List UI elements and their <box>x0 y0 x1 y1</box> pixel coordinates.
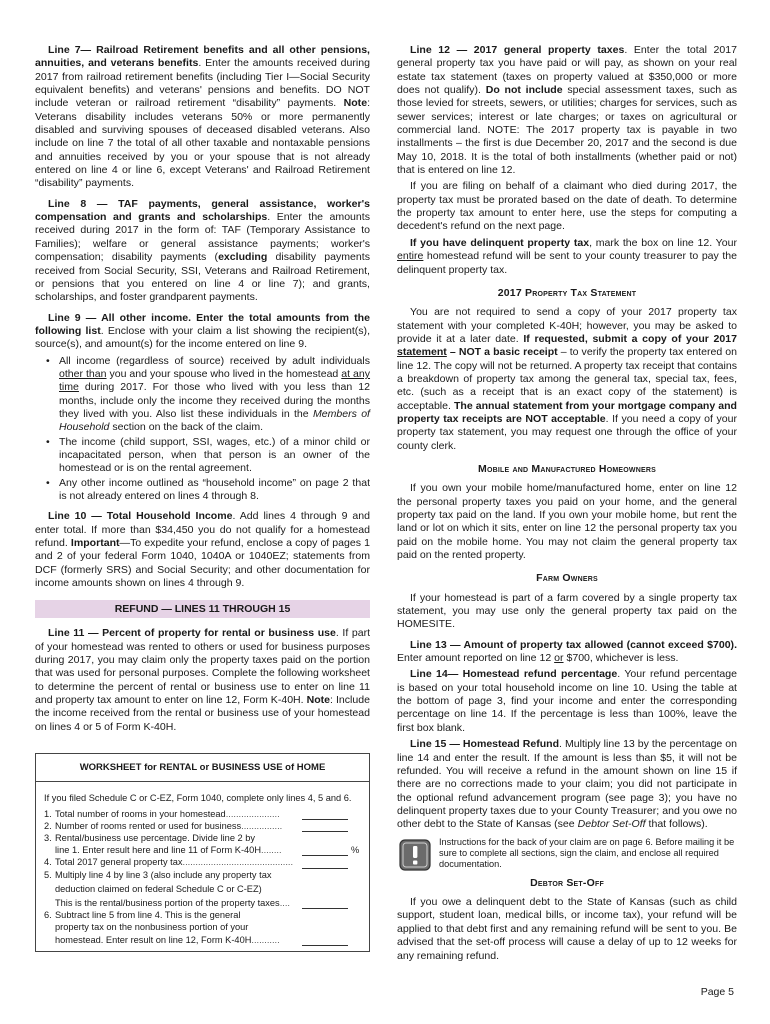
dot-leader: .... <box>279 897 290 908</box>
worksheet-line-number: 1. <box>44 808 52 819</box>
worksheet-line-text: line 1. Enter result here and line 11 of Form K-40H <box>55 845 262 856</box>
line13-paragraph: Line 13 — Amount of property tax allowed (cannot exceed $700). Enter amount reported on line 12 or $700, whichever is less. <box>397 638 737 665</box>
answer-blank[interactable] <box>302 899 348 909</box>
worksheet-row <box>36 832 369 844</box>
mailing-note-text: Instructions for the back of your claim are on page 6. Before mailing it be sure to complete all sections, sign the claim, and enclose all required documentation. <box>439 836 735 870</box>
worksheet-row <box>36 820 369 832</box>
worksheet-row <box>36 934 369 946</box>
worksheet-row <box>36 869 369 881</box>
line15-paragraph: Line 15 — Homestead Refund. Multiply line 13 by the percentage on line 14 and enter the result. If the amount is less than $5, it will not be refunded. You will receive a refund in the amount shown on line 15 if there are no corrections made to your claim; you did not participate in the optional refund advancement program (see page 3); you have no delinquent property taxes due to your County Treasurer; and you owe no other debt to the State of Kansas (see Debtor Set-Off that follows). <box>397 738 738 831</box>
exclamation-icon <box>399 839 431 871</box>
worksheet-line-text: homestead. Enter result on line 12, Form K-40H <box>55 934 252 945</box>
line8-paragraph: Line 8 — TAF payments, general assistance, worker's compensation and grants and scholarships. Enter the amounts received during 2017 in the form of: TAF (Temporary Assistance to Families); welfare or general assistance payments; worker's compensation; disability payments (excluding disability payments received from Social Security, SSI, Veterans and Railroad Retirement, or pensions that you entered on line 4 or line 7); and grants, scholarships, and foster grandparent payments. <box>35 197 370 304</box>
answer-blank[interactable] <box>302 846 348 856</box>
line11-paragraph: Line 11 — Percent of property for rental or business use. If part of your homestead was rented to others or used for business purposes during 2017, you may claim only the property taxes paid on the portion that was used for personal purposes. Complete the following worksheet to determine the percent of rental or business use to enter on line 11 and property tax amount to enter on line 12, Form K-40H. Note: Include the income received from the rental or business use of your homestead on lines 4 or 5 of Form K-40H. <box>35 627 371 733</box>
worksheet-line-text: property tax on the nonbusiness portion of your <box>55 922 249 933</box>
list-item: • The income (child support, SSI, wages, etc.) of a minor child or incapacitated person, when that person is an owner of the homestead or is on the rental agreement. <box>35 436 370 476</box>
dot-leader: ................ <box>241 820 283 831</box>
refund-section-header: REFUND — LINES 11 THROUGH 15 <box>35 600 370 618</box>
worksheet-line-text: Total number of rooms in your homestead <box>55 808 226 819</box>
worksheet-line-text: Total 2017 general property tax <box>55 857 183 868</box>
line12-paragraph: Line 12 — 2017 general property taxes. Enter the total 2017 general property tax you have paid or will pay, as shown on your real estate tax statement (taxes on property valued at $350,000 or more does not qualify). Do not include special assessment taxes, such as those levied for streets, sewers, or utilities; charges for services, such as sewer services; interest or late charges; or taxes on agricultural or commercial land. NOTE: The 2017 property tax is payable in two installments – the first is due December 20, 2017 and the second is due May 10, 2018. It is the total of both installments (whether paid or not) that is entered on line 12. <box>397 44 737 177</box>
worksheet-line-number: 6. <box>44 910 52 921</box>
line9-title: Line 9 — All other income. Enter the total amounts from the following list <box>35 311 370 337</box>
dot-leader: ..................... <box>225 808 280 819</box>
answer-blank[interactable] <box>302 810 348 820</box>
answer-blank[interactable] <box>302 822 348 832</box>
worksheet-line-text: Multiply line 4 by line 3 (also include any property tax <box>55 869 272 880</box>
line8-title: Line 8 — TAF payments, general assistance, worker's compensation and grants and scholarships <box>35 197 370 224</box>
line10-paragraph: Line 10 — Total Household Income. Add lines 4 through 9 and enter total. If more than $34,450 you do not qualify for a homestead refund. Important—To expedite your refund, enclose a copy of pages 1 and 2 of your federal Form 1040, 1040A or 1040EZ; statements from DCF (formerly SRS) and Social Security; and other documentation for income amounts shown on lines 4 through 9. <box>35 510 370 590</box>
percent-sign: % <box>351 845 360 856</box>
line7-paragraph: Line 7— Railroad Retirement benefits and all other pensions, annuities, and veterans benefits. Enter the amounts received during 2017 from railroad retirement benefits (including Tier I—Social Security equivalent benefits) and veterans' pensions and benefits. DO NOT include veteran or railroad retirement “disability” payments. Note: Veterans disability includes veterans 50% or more permanently disabled and surviving spouses of deceased disabled veterans. Also include on line 7 the total of all other taxable and nontaxable pensions and annuities received by you or your spouse that is not already entered on line 4 or line 6, except Veterans' and Railroad Retirement “disability” payments. <box>35 44 371 190</box>
worksheet-row <box>36 856 369 868</box>
worksheet-row <box>36 921 369 933</box>
line9-paragraph: Line 9 — All other income. Enter the total amounts from the following list. Enclose with your claim a list showing the recipient(s), source(s), and amount(s) for the income entered on line 9. <box>35 311 370 351</box>
mobile-homeowners-paragraph: If you own your mobile home/manufactured home, enter on line 12 the personal property taxes you paid on your home, and the general property tax paid on the land. If you own your mobile home, but rent the land or lot on which it sits, enter on line 12 the personal property tax you paid on the mobile home. You may not claim the general property tax paid on the rented property. <box>397 482 737 562</box>
worksheet-row <box>36 881 369 895</box>
worksheet-line-text: This is the rental/business portion of the property taxes <box>55 897 280 908</box>
worksheet-row <box>36 909 369 921</box>
line9-bullet-list <box>35 355 370 504</box>
list-item: • Any other income outlined as “household income” on page 2 that is not already entered on lines 4 through 8. <box>35 477 370 504</box>
worksheet-line-text: deduction claimed on federal Schedule C or C-EZ) <box>55 883 262 894</box>
left-column <box>35 44 370 952</box>
mobile-homeowners-heading: Mobile and Manufactured Homeowners <box>478 462 656 475</box>
dot-leader: ........ <box>261 845 282 856</box>
line14-paragraph: Line 14— Homestead refund percentage. Your refund percentage is based on your total household income on line 10. Using the table at the bottom of page 3, find your income and enter the corresponding percentage on line 14. If the percentage is less than 100%, leave the first box blank. <box>397 668 737 734</box>
worksheet-rows <box>36 808 369 946</box>
worksheet-line-number <box>44 897 55 909</box>
worksheet-intro: If you filed Schedule C or C-EZ, Form 1040, complete only lines 4, 5 and 6. <box>44 793 352 804</box>
worksheet-line-text: Subtract line 5 from line 4. This is the general <box>55 910 241 921</box>
worksheet-line-number <box>44 934 55 946</box>
answer-blank[interactable] <box>302 936 348 946</box>
right-column <box>397 44 737 963</box>
farm-owners-heading: Farm Owners <box>536 572 598 585</box>
worksheet-line-number <box>44 883 55 895</box>
worksheet-line-number: 3. <box>44 832 52 843</box>
list-item: • All income (regardless of source) received by adult individuals other than you and your spouse who lived in the homestead at any time during 2017. For those who lived with you less than 12 months, include only the income they received during the months they lived with you. Also list these individuals in the Members of Household section on the back of the claim. <box>35 355 370 435</box>
worksheet-row <box>36 895 369 909</box>
dot-leader: ........................................... <box>182 857 294 868</box>
line10-title: Line 10 — Total Household Income <box>48 510 233 523</box>
worksheet-line-number: 5. <box>44 869 52 880</box>
mailing-note <box>397 837 737 871</box>
line12-title: Line 12 — 2017 general property taxes <box>410 44 625 56</box>
worksheet-line-number: 2. <box>44 820 52 831</box>
page-number: Page 5 <box>700 986 734 998</box>
statement-paragraph: You are not required to send a copy of your 2017 property tax statement with your completed K-40H; however, you may be asked to provide it at a later date. If requested, submit a copy of your 2017 statement – NOT a basic receipt – to verify the property tax entered on line 12. The copy will not be returned. A property tax receipt that contains a breakdown of property tax among the general tax, special tax, fees, etc. (such as a receipt that is an exact copy of the statement) is acceptable. The annual statement from your mortgage company and property tax receipts are NOT acceptable. If you need a copy of your property tax statement, you may request one through the office of your county clerk. <box>397 306 737 452</box>
worksheet-line-number <box>44 921 55 933</box>
worksheet-title: WORKSHEET for RENTAL or BUSINESS USE of HOME <box>36 754 369 782</box>
farm-owners-paragraph: If your homestead is part of a farm covered by a single property tax statement, you may use only the general property tax paid on the HOMESITE. <box>397 591 737 631</box>
property-tax-statement-heading: 2017 Property Tax Statement <box>497 286 637 299</box>
line7-title: Line 7— Railroad Retirement benefits and all other pensions, annuities, and veterans benefits <box>35 44 370 70</box>
worksheet-row <box>36 844 369 856</box>
worksheet-row <box>36 808 369 820</box>
deceased-claimant-paragraph: If you are filing on behalf of a claimant who died during 2017, the property tax must be prorated based on the date of death. To determine the property tax amount to enter here, use the steps for computing a decedent's refund on the next page. <box>397 180 737 233</box>
worksheet-line-text: Rental/business use percentage. Divide line 2 by <box>55 832 256 843</box>
dot-leader: ........... <box>251 934 280 945</box>
worksheet-line-number: 4. <box>44 857 52 868</box>
rental-business-worksheet <box>35 753 370 952</box>
delinquent-tax-paragraph: If you have delinquent property tax, mark the box on line 12. Your entire homestead refund will be sent to your county treasurer to pay the delinquent property tax. <box>397 236 737 276</box>
answer-blank[interactable] <box>302 859 348 869</box>
debtor-setoff-heading: Debtor Set-Off <box>530 876 604 889</box>
worksheet-line-number <box>44 844 55 856</box>
line11-title: Line 11 — Percent of property for rental or business use <box>48 627 336 640</box>
debtor-setoff-paragraph: If you owe a delinquent debt to the State of Kansas (such as child support, student loan, medical bills, or income tax), your refund will be applied to that debt first and any remaining refund will be sent to you. Be advised that the set-off process will cause a delay of up to 12 weeks for any remaining refund. <box>397 896 737 962</box>
worksheet-line-text: Number of rooms rented or used for business <box>55 820 242 831</box>
